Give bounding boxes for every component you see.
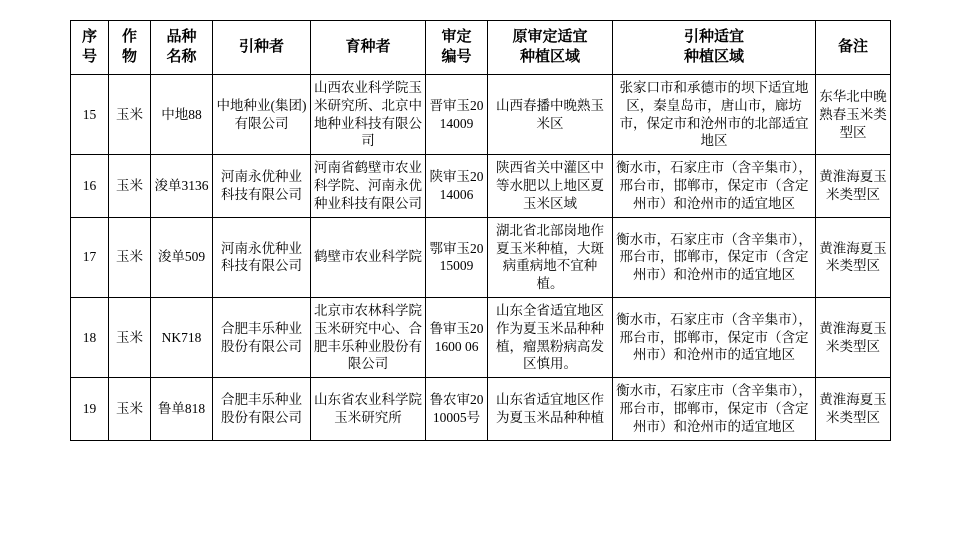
header-remark-line1: 备注: [837, 38, 868, 55]
header-seq: [71, 21, 109, 75]
cell-seq: 16: [71, 155, 109, 217]
header-introducer: [213, 21, 311, 75]
header-crop-line1: 作: [121, 29, 137, 45]
header-variety-name: [151, 21, 213, 75]
cell-original-region: 山东全省适宜地区作为夏玉米品种种植，瘤黑粉病高发区慎用。: [488, 297, 613, 377]
cell-approval-no: 鄂审玉2015009: [426, 217, 488, 297]
cell-intro-region: 衡水市，石家庄市（含辛集市），邢台市，邯郸市，保定市（含定州市）和沧州市的适宜地区: [613, 297, 816, 377]
cell-variety: 浚单509: [151, 217, 213, 297]
header-seq-line2: 号: [81, 48, 97, 65]
header-original-region-line2: 种植区域: [519, 48, 580, 65]
cell-remark: 东华北中晚熟春玉米类型区: [816, 75, 891, 155]
header-introducer-line1: 引种者: [238, 38, 284, 55]
header-crop: [109, 21, 151, 75]
header-approval-line2: 编号: [441, 48, 472, 65]
table-row: [71, 297, 891, 377]
cell-breeder: 北京市农林科学院玉米研究中心、合肥丰乐种业股份有限公司: [311, 297, 426, 377]
cell-variety: 鲁单818: [151, 378, 213, 440]
cell-seq: 17: [71, 217, 109, 297]
cell-breeder: 山西农业科学院玉米研究所、北京中地种业科技有限公司: [311, 75, 426, 155]
header-intro-region-line1: 引种适宜: [683, 29, 744, 45]
header-approval-line1: 审定: [441, 29, 472, 45]
cell-original-region: 山东省适宜地区作为夏玉米品种种植: [488, 378, 613, 440]
cell-introducer: 河南永优种业科技有限公司: [213, 155, 311, 217]
header-approval-no: [426, 21, 488, 75]
cell-breeder: 河南省鹤壁市农业科学院、河南永优种业科技有限公司: [311, 155, 426, 217]
cell-seq: 15: [71, 75, 109, 155]
header-original-region: [488, 21, 613, 75]
cell-variety: 浚单3136: [151, 155, 213, 217]
cell-breeder: 鹤壁市农业科学院: [311, 217, 426, 297]
header-variety-line2: 名称: [166, 48, 197, 65]
cell-crop: 玉米: [109, 155, 151, 217]
cell-intro-region: 张家口市和承德市的坝下适宜地区，秦皇岛市，唐山市，廊坊市，保定市和沧州市的北部适宜地区: [613, 75, 816, 155]
cell-approval-no: 鲁审玉201600 06: [426, 297, 488, 377]
cell-remark: 黄淮海夏玉米类型区: [816, 297, 891, 377]
cell-variety: 中地88: [151, 75, 213, 155]
cell-original-region: 陕西省关中灌区中等水肥以上地区夏玉米区域: [488, 155, 613, 217]
cell-variety: NK718: [151, 297, 213, 377]
header-seq-line1: 序: [81, 29, 97, 45]
cell-seq: 18: [71, 297, 109, 377]
table-row: [71, 217, 891, 297]
cell-remark: 黄淮海夏玉米类型区: [816, 155, 891, 217]
cell-intro-region: 衡水市，石家庄市（含辛集市），邢台市，邯郸市，保定市（含定州市）和沧州市的适宜地区: [613, 378, 816, 440]
cell-remark: 黄淮海夏玉米类型区: [816, 378, 891, 440]
cell-crop: 玉米: [109, 297, 151, 377]
cell-introducer: 河南永优种业科技有限公司: [213, 217, 311, 297]
header-intro-region-line2: 种植区域: [683, 48, 744, 65]
cell-crop: 玉米: [109, 378, 151, 440]
header-breeder: [311, 21, 426, 75]
header-intro-region: [613, 21, 816, 75]
cell-intro-region: 衡水市，石家庄市（含辛集市），邢台市，邯郸市，保定市（含定州市）和沧州市的适宜地区: [613, 217, 816, 297]
header-original-region-line1: 原审定适宜: [512, 29, 588, 45]
cell-introducer: 合肥丰乐种业股份有限公司: [213, 378, 311, 440]
cell-breeder: 山东省农业科学院玉米研究所: [311, 378, 426, 440]
cell-seq: 19: [71, 378, 109, 440]
variety-introduction-table: [70, 20, 891, 441]
cell-approval-no: 晋审玉2014009: [426, 75, 488, 155]
table-row: [71, 75, 891, 155]
cell-original-region: 山西春播中晚熟玉米区: [488, 75, 613, 155]
header-crop-line2: 物: [121, 48, 137, 65]
variety-table-container: [70, 20, 890, 441]
table-row: [71, 378, 891, 440]
header-remark: [816, 21, 891, 75]
cell-introducer: 中地种业(集团)有限公司: [213, 75, 311, 155]
cell-remark: 黄淮海夏玉米类型区: [816, 217, 891, 297]
cell-crop: 玉米: [109, 217, 151, 297]
cell-introducer: 合肥丰乐种业股份有限公司: [213, 297, 311, 377]
header-breeder-line1: 育种者: [345, 38, 391, 55]
cell-approval-no: 鲁农审2010005号: [426, 378, 488, 440]
cell-crop: 玉米: [109, 75, 151, 155]
cell-original-region: 湖北省北部岗地作夏玉米种植，大斑病重病地不宜种植。: [488, 217, 613, 297]
table-row: [71, 155, 891, 217]
cell-approval-no: 陕审玉2014006: [426, 155, 488, 217]
cell-intro-region: 衡水市，石家庄市（含辛集市），邢台市，邯郸市，保定市（含定州市）和沧州市的适宜地区: [613, 155, 816, 217]
table-header-row: [71, 21, 891, 75]
header-variety-line1: 品种: [166, 29, 197, 45]
